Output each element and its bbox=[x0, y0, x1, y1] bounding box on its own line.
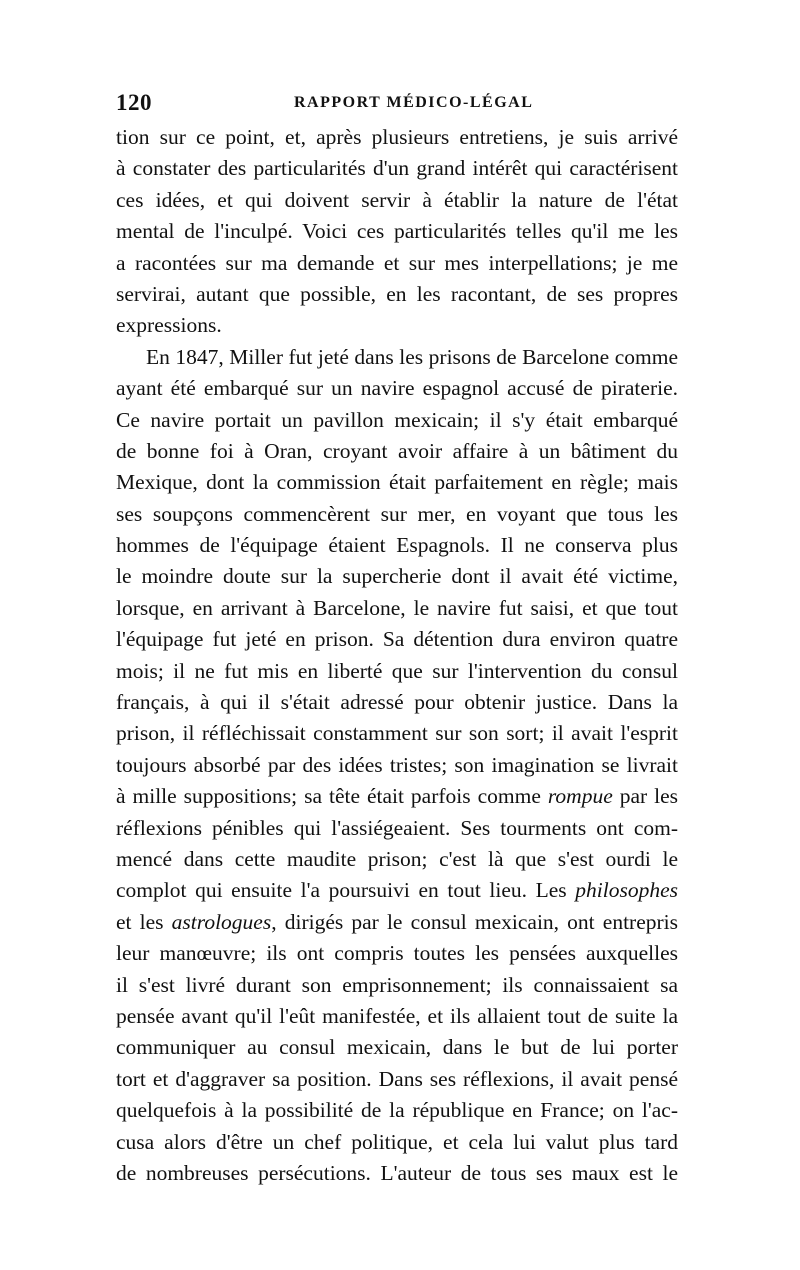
text-line: prison, il réfléchissait constamment sur son sort; il avait l'esprit bbox=[116, 721, 678, 746]
text-line: mental de l'inculpé. Voici ces particularités telles qu'il me les bbox=[116, 219, 678, 244]
text-line: Ce navire portait un pavillon mexicain; il s'y était embarqué bbox=[116, 407, 678, 432]
text-line: de bonne foi à Oran, croyant avoir affaire à un bâtiment du bbox=[116, 438, 678, 463]
text-line: français, à qui il s'était adressé pour obtenir justice. Dans la bbox=[116, 690, 678, 715]
body-text bbox=[116, 122, 678, 1189]
text-line bbox=[116, 781, 678, 812]
page-header bbox=[116, 90, 678, 122]
text-line: hommes de l'équipage étaient Espagnols. Il ne conserva plus bbox=[116, 533, 678, 558]
text-line: mencé dans cette maudite prison; c'est là que s'est ourdi le bbox=[116, 846, 678, 871]
text-line: lorsque, en arrivant à Barcelone, le navire fut saisi, et que tout bbox=[116, 595, 678, 620]
text-line: ayant été embarqué sur un navire espagnol accusé de piraterie. bbox=[116, 376, 678, 401]
text-line: tion sur ce point, et, après plusieurs entretiens, je suis arrivé bbox=[116, 125, 678, 149]
text-line: à constater des particularités d'un grand intérêt qui caractérisent bbox=[116, 156, 678, 181]
text-line: Mexique, dont la commission était parfaitement en règle; mais bbox=[116, 470, 678, 495]
text-line: ces idées, et qui doivent servir à établir la nature de l'état bbox=[116, 187, 678, 212]
italic-text: astrologues bbox=[171, 909, 272, 934]
text-line: il s'est livré durant son emprisonnement; ils connaissaient sa bbox=[116, 972, 678, 997]
text-segment: , dirigés par le consul mexicain, ont entrepris bbox=[271, 909, 679, 934]
text-line: expressions. bbox=[116, 313, 222, 338]
italic-text: rompue bbox=[547, 784, 613, 809]
text-line: l'équipage fut jeté en prison. Sa détention dura environ quatre bbox=[116, 627, 678, 652]
text-line: En 1847, Miller fut jeté dans les prisons de Barcelone comme bbox=[146, 344, 678, 369]
text-line: communiquer au consul mexicain, dans le but de lui porter bbox=[116, 1035, 678, 1060]
text-line bbox=[116, 907, 678, 938]
text-line: cusa alors d'être un chef politique, et cela lui valut plus tard bbox=[116, 1129, 678, 1154]
text-line: de nombreuses persécutions. L'auteur de tous ses maux est le bbox=[116, 1160, 678, 1185]
text-line: a racontées sur ma demande et sur mes interpellations; je me bbox=[116, 250, 678, 275]
italic-text: philosophes bbox=[575, 878, 678, 903]
text-line: tort et d'aggraver sa position. Dans ses réflexions, il avait pensé bbox=[116, 1066, 678, 1091]
text-line: réflexions pénibles qui l'assiégeaient. Ses tourments ont com- bbox=[116, 815, 678, 840]
text-line: le moindre doute sur la supercherie dont il avait été victime, bbox=[116, 564, 678, 589]
text-line: quelquefois à la possibilité de la république en France; on l'ac- bbox=[116, 1098, 678, 1123]
text-segment: et les bbox=[116, 909, 172, 934]
text-line: ses soupçons commencèrent sur mer, en voyant que tous les bbox=[116, 501, 678, 526]
text-line bbox=[116, 875, 678, 906]
text-line: toujours absorbé par des idées tristes; son imagination se livrait bbox=[116, 752, 678, 777]
text-line: servirai, autant que possible, en les racontant, de ses propres bbox=[116, 281, 678, 306]
text-segment: par les bbox=[612, 784, 678, 809]
text-line: pensée avant qu'il l'eût manifestée, et ils allaient tout de suite la bbox=[116, 1003, 678, 1028]
text-line: leur manœuvre; ils ont compris toutes les pensées auxquelles bbox=[116, 941, 678, 966]
running-head: RAPPORT MÉDICO-LÉGAL bbox=[294, 94, 534, 111]
text-segment: à mille suppositions; sa tête était parfois comme bbox=[116, 784, 548, 809]
text-segment: complot qui ensuite l'a poursuivi en tout lieu. Les bbox=[116, 878, 576, 903]
text-line: mois; il ne fut mis en liberté que sur l'intervention du consul bbox=[116, 658, 678, 683]
page-number: 120 bbox=[116, 90, 152, 115]
